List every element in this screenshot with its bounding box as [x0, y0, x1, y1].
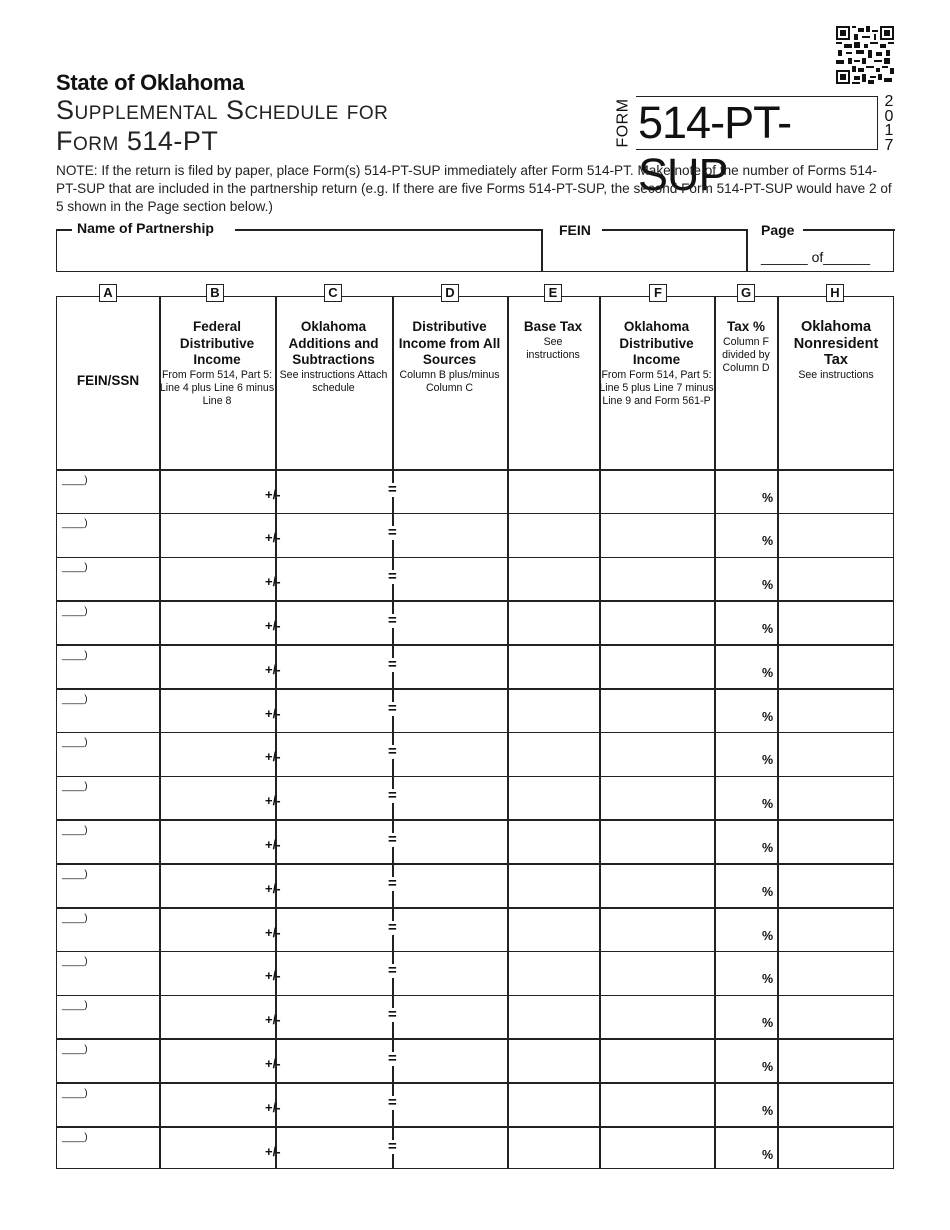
tax-percent-sign: % [762, 1147, 774, 1162]
equals-sign: = [388, 1049, 397, 1067]
table-row[interactable] [57, 646, 893, 690]
fein-ssn-field[interactable]: ____) [62, 912, 88, 924]
tax-percent-sign: % [762, 490, 774, 505]
column-letter-c: C [324, 284, 342, 302]
plus-minus-sign: +/- [265, 749, 281, 765]
tax-percent-sign: % [762, 884, 774, 899]
equals-sign: = [388, 480, 397, 498]
fein-ssn-field[interactable]: ____) [62, 693, 88, 705]
table-row[interactable] [57, 690, 893, 734]
tax-percent-sign: % [762, 709, 774, 724]
partnership-info-box [56, 220, 894, 272]
table-row[interactable] [57, 952, 893, 996]
equals-sign: = [388, 568, 397, 586]
tax-percent-sign: % [762, 578, 774, 593]
fein-ssn-field[interactable]: ____) [62, 956, 88, 968]
tax-percent-sign: % [762, 753, 774, 768]
plus-minus-sign: +/- [265, 530, 281, 546]
column-header-h: Oklahoma Nonresident Tax See instructions [793, 319, 879, 381]
column-header-b: Federal Distributive Income From Form 514, Part 5: Line 4 plus Line 6 minus Line 8 [159, 319, 275, 407]
column-letter-h: H [826, 284, 844, 302]
fein-ssn-field[interactable]: ____) [62, 1000, 88, 1012]
table-row[interactable] [57, 1084, 893, 1128]
column-header-a: FEIN/SSN [76, 373, 140, 388]
fein-ssn-field[interactable]: ____) [62, 474, 88, 486]
table-row[interactable] [57, 471, 893, 515]
plus-minus-sign: +/- [265, 574, 281, 590]
equals-sign: = [388, 962, 397, 980]
fein-ssn-field[interactable]: ____) [62, 1087, 88, 1099]
column-header-c: Oklahoma Additions and Subtractions See instructions Attach schedule [279, 319, 388, 394]
equals-sign: = [388, 1006, 397, 1024]
fein-ssn-field[interactable]: ____) [62, 562, 88, 574]
state-name: State of Oklahoma [56, 70, 245, 95]
equals-sign: = [388, 1093, 397, 1111]
plus-minus-sign: +/- [265, 836, 281, 852]
plus-minus-sign: +/- [265, 1143, 281, 1159]
fein-label: FEIN [555, 222, 595, 238]
fein-field[interactable] [549, 241, 741, 269]
plus-minus-sign: +/- [265, 924, 281, 940]
equals-sign: = [388, 524, 397, 542]
table-row[interactable] [57, 1040, 893, 1084]
table-row[interactable] [57, 514, 893, 558]
table-row[interactable] [57, 733, 893, 777]
column-header-e: Base Tax See instructions [523, 319, 583, 361]
column-header-d: Distributive Income from All Sources Column B plus/minus Column C [398, 319, 501, 394]
fein-ssn-field[interactable]: ____) [62, 1043, 88, 1055]
tax-percent-sign: % [762, 621, 774, 636]
column-letter-f: F [649, 284, 667, 302]
fein-ssn-field[interactable]: ____) [62, 649, 88, 661]
column-header-g: Tax % Column F divided by Column D [722, 319, 770, 374]
partnership-name-field[interactable] [61, 241, 535, 269]
form-title [56, 95, 388, 157]
tax-percent-sign: % [762, 665, 774, 680]
form-number-box [612, 96, 878, 200]
tax-percent-sign: % [762, 797, 774, 812]
plus-minus-sign: +/- [265, 705, 281, 721]
equals-sign: = [388, 655, 397, 673]
plus-minus-sign: +/- [265, 968, 281, 984]
table-row[interactable] [57, 777, 893, 821]
table-row[interactable] [57, 1128, 893, 1172]
table-row[interactable] [57, 909, 893, 953]
column-letter-e: E [544, 284, 562, 302]
equals-sign: = [388, 699, 397, 717]
plus-minus-sign: +/- [265, 617, 281, 633]
form-title-line-2: Form 514-PT [56, 126, 219, 156]
equals-sign: = [388, 1137, 397, 1155]
table-row[interactable] [57, 558, 893, 602]
fein-ssn-field[interactable]: ____) [62, 518, 88, 530]
equals-sign: = [388, 874, 397, 892]
equals-sign: = [388, 787, 397, 805]
plus-minus-sign: +/- [265, 880, 281, 896]
table-row[interactable] [57, 602, 893, 646]
plus-minus-sign: +/- [265, 661, 281, 677]
qr-code-icon [836, 26, 894, 84]
filing-note: NOTE: If the return is filed by paper, place Form(s) 514-PT-SUP immediately after Form 514-PT. Make note of the number of Forms 514-PT-SUP that are included in the partnership return (e.g. If there are five Forms 514-PT-SUP, the second Form 514-PT-SUP would have 2 of 5 shown in the Page section below.) [56, 163, 892, 214]
equals-sign: = [388, 918, 397, 936]
tax-percent-sign: % [762, 1016, 774, 1031]
form-number: 514-PT-SUP [636, 96, 878, 150]
table-row[interactable] [57, 821, 893, 865]
tax-percent-sign: % [762, 1103, 774, 1118]
column-letter-d: D [441, 284, 459, 302]
tax-percent-sign: % [762, 534, 774, 549]
tax-percent-sign: % [762, 840, 774, 855]
table-row[interactable] [57, 865, 893, 909]
equals-sign: = [388, 611, 397, 629]
column-letter-a: A [99, 284, 117, 302]
tax-percent-sign: % [762, 972, 774, 987]
equals-sign: = [388, 830, 397, 848]
fein-ssn-field[interactable]: ____) [62, 781, 88, 793]
plus-minus-sign: +/- [265, 1055, 281, 1071]
column-header-f: Oklahoma Distributive Income From Form 514, Part 5: Line 5 plus Line 7 minus Line 9 and Form 561-P [599, 319, 714, 407]
fein-ssn-field[interactable]: ____) [62, 824, 88, 836]
table-row[interactable] [57, 996, 893, 1040]
form-word-label: FORM [615, 98, 633, 148]
plus-minus-sign: +/- [265, 486, 281, 502]
plus-minus-sign: +/- [265, 793, 281, 809]
plus-minus-sign: +/- [265, 1012, 281, 1028]
fein-ssn-field[interactable]: ____) [62, 1131, 88, 1143]
plus-minus-sign: +/- [265, 1099, 281, 1115]
page-of-field[interactable]: ______ of______ [761, 249, 870, 265]
fein-ssn-field[interactable]: ____) [62, 605, 88, 617]
column-letter-b: B [206, 284, 224, 302]
equals-sign: = [388, 743, 397, 761]
schedule-table [56, 296, 894, 1169]
fein-ssn-field[interactable]: ____) [62, 737, 88, 749]
tax-percent-sign: % [762, 1059, 774, 1074]
fein-ssn-field[interactable]: ____) [62, 868, 88, 880]
form-title-line-1: Supplemental Schedule for [56, 95, 389, 125]
form-year: 2 0 1 7 [884, 93, 894, 154]
column-letter-g: G [737, 284, 755, 302]
page-label: Page [757, 222, 798, 238]
tax-percent-sign: % [762, 928, 774, 943]
partnership-name-label: Name of Partnership [73, 220, 218, 236]
